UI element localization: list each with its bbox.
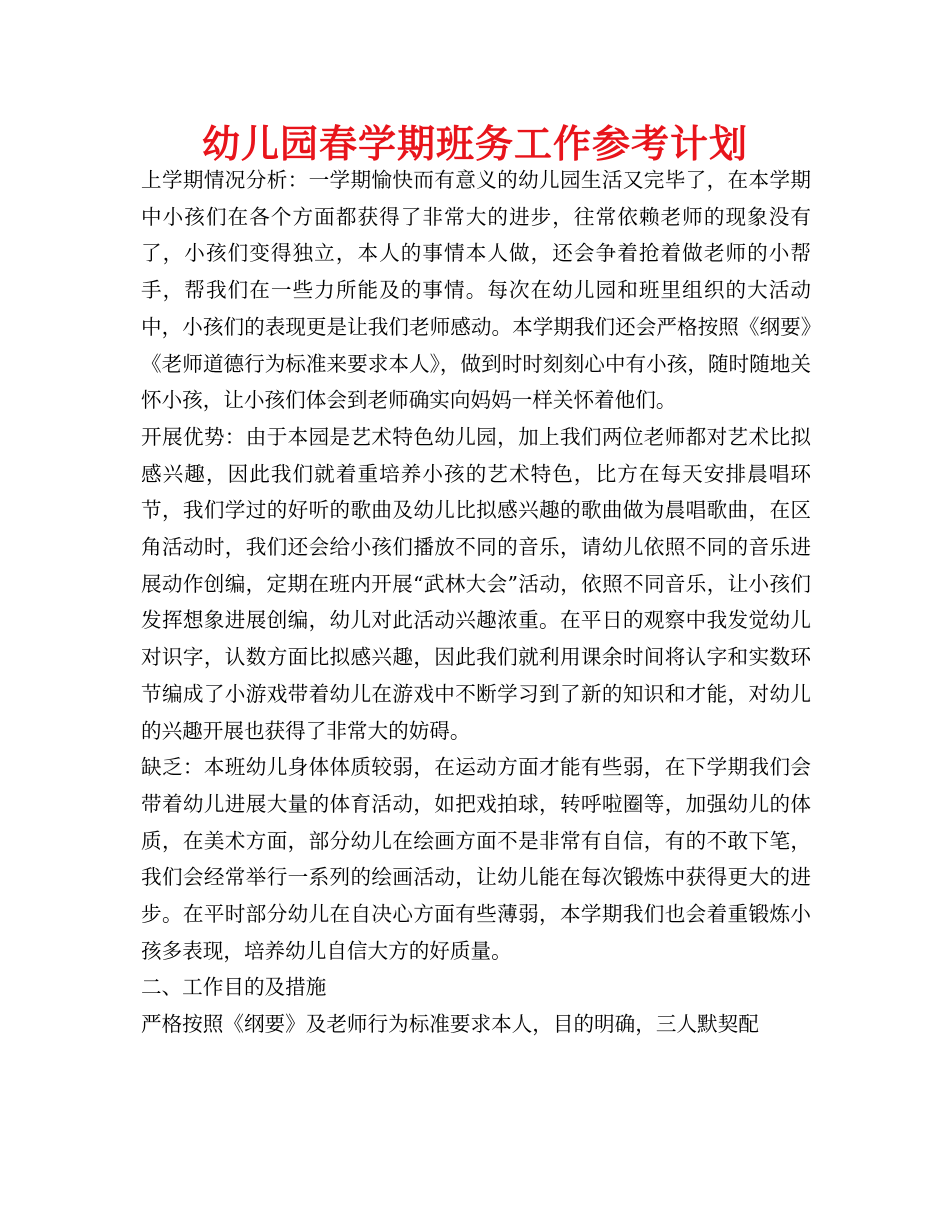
document-body	[141, 162, 811, 1043]
paragraph-advantages: 开展优势：由于本园是艺术特色幼儿园，加上我们两位老师都对艺术比拟感兴趣，因此我们就着重培养小孩的艺术特色，比方在每天安排晨唱环节，我们学过的好听的歌曲及幼儿比拟感兴趣的歌曲做为晨唱歌曲，在区角活动时，我们还会给小孩们播放不同的音乐，请幼儿依照不同的音乐进展动作创编，定期在班内开展“武林大会”活动，依照不同音乐，让小孩们发挥想象进展创编，幼儿对此活动兴趣浓重。在平日的观察中我发觉幼儿对识字，认数方面比拟感兴趣，因此我们就利用课余时间将认字和实数环节编成了小游戏带着幼儿在游戏中不断学习到了新的知识和才能，对幼儿的兴趣开展也获得了非常大的妨碍。	[141, 424, 811, 743]
paragraph-shortcomings: 缺乏：本班幼儿身体体质较弱，在运动方面才能有些弱，在下学期我们会带着幼儿进展大量的体育活动，如把戏拍球，转呼啦圈等，加强幼儿的体质，在美术方面，部分幼儿在绘画方面不是非常有自信，有的不敢下笔，我们会经常举行一系列的绘画活动，让幼儿能在每次锻炼中获得更大的进步。在平时部分幼儿在自决心方面有些薄弱，本学期我们也会着重锻炼小孩多表现，培养幼儿自信大方的好质量。	[141, 755, 811, 963]
paragraph-situation-analysis: 上学期情况分析：一学期愉快而有意义的幼儿园生活又完毕了，在本学期中小孩们在各个方面都获得了非常大的进步，往常依赖老师的现象没有了，小孩们变得独立，本人的事情本人做，还会争着抢着做老师的小帮手，帮我们在一些力所能及的事情。每次在幼儿园和班里组织的大活动中，小孩们的表现更是让我们老师感动。本学期我们还会严格按照《纲要》《老师道德行为标准来要求本人》，做到时时刻刻心中有小孩，随时随地关怀小孩，让小孩们体会到老师确实向妈妈一样关怀着他们。	[141, 168, 811, 413]
paragraph-goals-measures: 严格按照《纲要》及老师行为标准要求本人，目的明确，三人默契配	[141, 1012, 759, 1037]
document-title: 幼儿园春学期班务工作参考计划	[201, 122, 748, 166]
section-heading-goals-measures: 二、工作目的及措施	[141, 975, 327, 1000]
